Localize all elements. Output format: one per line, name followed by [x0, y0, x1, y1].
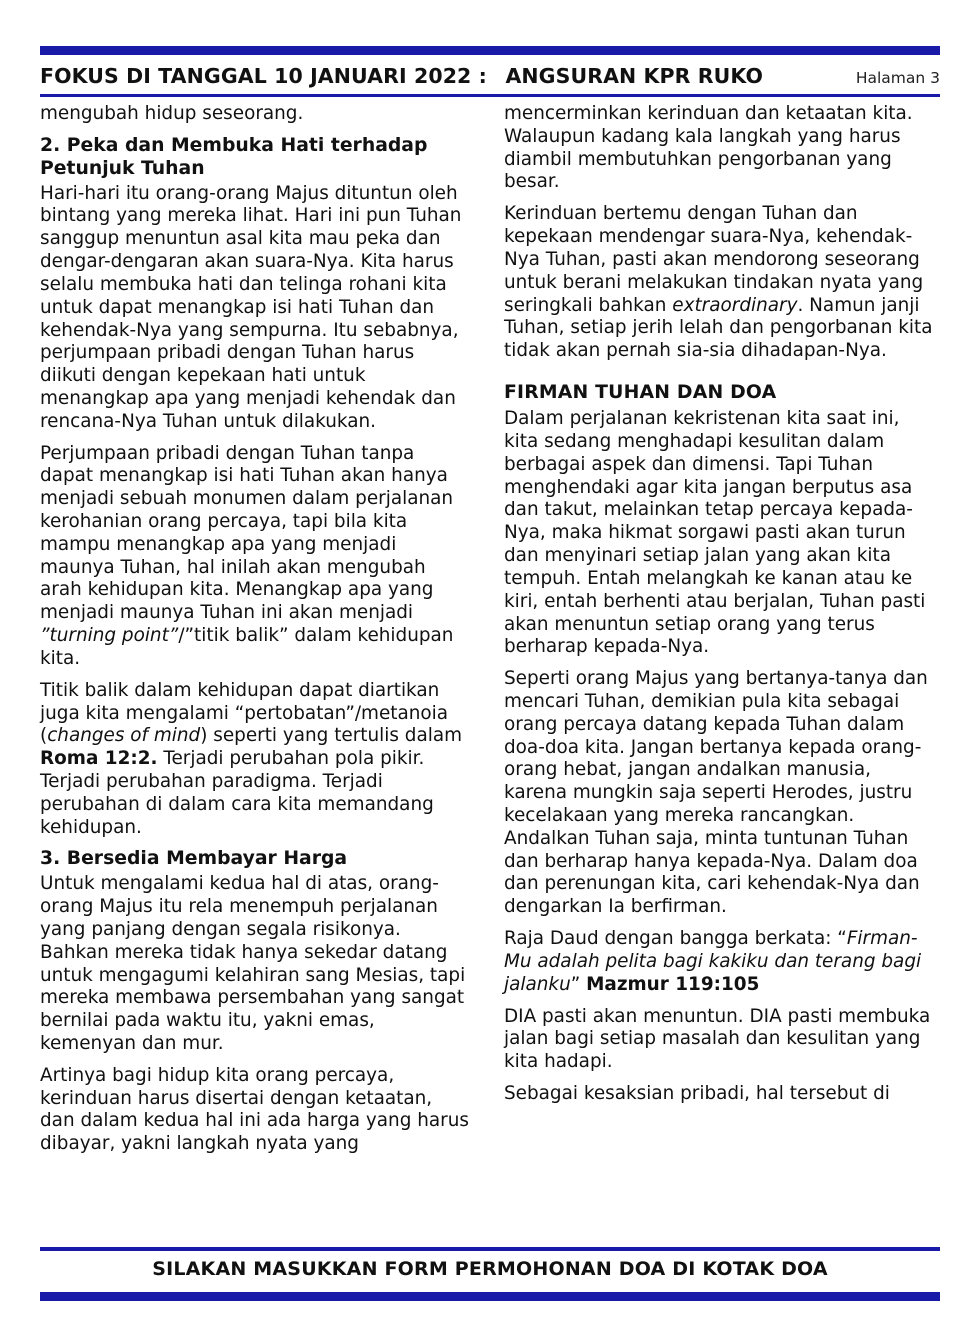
text-run: Kerinduan bertemu dengan Tuhan dan kepekaan mendengar suara-Nya, kehendak-Nya Tuhan, pasti akan mendorong seseorang untuk berani melakukan tindakan nyata yang seringkali bahkan	[504, 203, 924, 316]
text-run: Dalam perjalanan kekristenan kita saat ini, kita sedang menghadapi kesulitan dalam berbagai aspek dan dimensi. Tapi Tuhan menghendaki agar kita jangan berputus asa dan takut, melainkan tetap percaya kepada-Nya, maka hikmat sorgawi pasti akan turun dan menyinari setiap jalan yang akan kita tempuh. Entah melangkah ke kanan atau ke kiri, entah berhenti atau berjalan, Tuhan pasti akan menuntun setiap orang yang terus berharap kepada-Nya.	[504, 408, 926, 658]
italic-text: extraordinary	[672, 294, 798, 316]
text-run: DIA pasti akan menuntun. DIA pasti membuka jalan bagi setiap masalah dan kesulitan yang kita hadapi.	[504, 1005, 931, 1073]
paragraph	[504, 203, 934, 363]
paragraph	[40, 443, 470, 671]
text-run: mengubah hidup seseorang.	[40, 103, 304, 124]
text-run: Artinya bagi hidup kita orang percaya, kerinduan harus disertai dengan ketaatan, dan dalam kedua hal ini ada harga yang harus dibayar, yakni langkah nyata yang	[40, 1064, 469, 1155]
right-column	[504, 103, 934, 1193]
paragraph	[40, 1065, 470, 1156]
text-run: 3.	[40, 848, 67, 870]
italic-text: ”turning point”	[40, 625, 179, 647]
text-run: ) seperti yang tertulis dalam	[200, 725, 463, 747]
text-run: Raja Daud dengan bangga berkata: “	[504, 928, 847, 950]
bold-text: Mazmur 119:105	[586, 973, 760, 995]
article-body	[40, 103, 940, 1193]
bold-text: Peka dan Membuka Hati terhadap Petunjuk Tuhan	[40, 134, 428, 179]
header-title	[40, 64, 763, 88]
text-run: Terjadi perubahan pola pikir. Terjadi perubahan paradigma. Terjadi perubahan di dalam cara kita memandang kehidupan.	[40, 748, 434, 838]
header-title-main: FOKUS DI TANGGAL 10 JANUARI 2022 :	[40, 64, 487, 88]
bold-text: Roma 12:2.	[40, 748, 158, 770]
paragraph	[40, 680, 470, 840]
section-heading	[40, 135, 470, 181]
page-header	[40, 55, 940, 97]
paragraph	[40, 103, 470, 126]
page-footer	[40, 1247, 940, 1301]
paragraph	[504, 668, 934, 919]
paragraph	[504, 408, 934, 659]
paragraph	[504, 103, 934, 194]
text-run: Perjumpaan pribadi dengan Tuhan tanpa dapat menangkap isi hati Tuhan akan hanya menjadi sebuah monumen dalam perjalanan kerohanian orang percaya, tapi bila kita mampu menangkap apa yang menjadi maunya Tuhan, hal inilah akan mengubah arah kehidupan kita. Menangkap apa yang menjadi maunya Tuhan ini akan menjadi	[40, 442, 454, 624]
header-page-number: Halaman 3	[855, 69, 940, 87]
text-run: Seperti orang Majus yang bertanya-tanya dan mencari Tuhan, demikian pula kita sebagai orang percaya datang kepada Tuhan dalam doa-doa kita. Jangan bertanya kepada orang-orang hebat, jangan andalkan manusia, karena mungkin saja seperti Herodes, justru kecelakaan yang mereka rancangkan. Andalkan Tuhan saja, minta tuntunan Tuhan dan berharap hanya kepada-Nya. Dalam doa dan perenungan kita, cari kehendak-Nya dan dengarkan Ia berfirman.	[504, 668, 928, 918]
section-heading	[40, 848, 470, 871]
paragraph	[504, 928, 934, 996]
header-title-sub: ANGSURAN KPR RUKO	[505, 64, 763, 88]
text-run: mencerminkan kerinduan dan ketaatan kita. Walaupun kadang kala langkah yang harus diambil membutuhkan pengorbanan yang besar.	[504, 103, 913, 193]
footer-top-rule	[40, 1247, 940, 1251]
text-run: Sebagai kesaksian pribadi, hal tersebut di	[504, 1082, 890, 1104]
text-run: . Namun janji Tuhan, setiap jerih lelah dan pengorbanan kita tidak akan pernah sia-sia dihadapan-Nya.	[504, 294, 933, 362]
text-run: Titik balik dalam kehidupan dapat diartikan juga kita mengalami “pertobatan”/metanoia (	[40, 679, 449, 747]
left-column	[40, 103, 470, 1193]
bold-text: Bersedia Membayar Harga	[66, 848, 348, 870]
italic-text: changes of mind	[47, 725, 201, 747]
text-run: Hari-hari itu orang-orang Majus dituntun oleh bintang yang mereka lihat. Hari ini pun Tuhan sanggup menuntun asal kita mau peka dan dengar-dengaran akan suara-Nya. Kita harus selalu membuka hati dan telinga rohani kita untuk dapat menangkap isi hati Tuhan dan kehendak-Nya yang sempurna. Itu sebabnya, perjumpaan pribadi dengan Tuhan harus diikuti dengan kepekaan hati untuk menangkap apa yang menjadi kehendak dan rencana-Nya Tuhan untuk dilakukan.	[40, 182, 462, 432]
bold-text: FIRMAN TUHAN DAN DOA	[504, 381, 777, 403]
document-page	[0, 46, 980, 1323]
text-run: Untuk mengalami kedua hal di atas, orang-orang Majus itu rela menempuh perjalanan yang panjang dengan segala risikonya. Bahkan mereka tidak hanya sekedar datang untuk mengagumi kelahiran sang Mesias, tapi mereka membawa persembahan yang sangat bernilai pada waktu itu, yakni emas, kemenyan dan mur.	[40, 873, 466, 1055]
text-run: 2.	[40, 134, 67, 156]
text-run: /”titik balik” dalam kehidupan kita.	[40, 625, 454, 669]
footer-bottom-rule	[40, 1292, 940, 1301]
header-top-rule	[40, 46, 940, 55]
footer-notice: SILAKAN MASUKKAN FORM PERMOHONAN DOA DI KOTAK DOA	[152, 1258, 828, 1280]
text-run: ”	[570, 973, 587, 995]
paragraph	[40, 183, 470, 434]
section-title	[504, 381, 934, 404]
paragraph	[504, 1006, 934, 1074]
italic-text: Firman-Mu adalah pelita bagi kakiku dan terang bagi jalanku	[504, 928, 922, 995]
paragraph	[40, 873, 470, 1056]
paragraph	[504, 1083, 934, 1106]
